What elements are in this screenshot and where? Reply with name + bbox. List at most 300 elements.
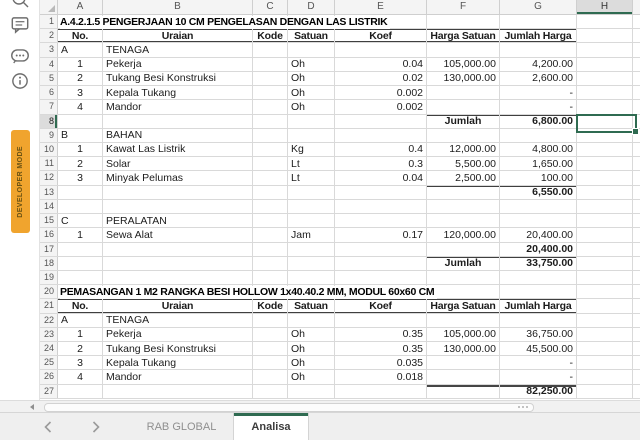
cell-partial-13 [633, 186, 640, 199]
sheet-row [40, 143, 640, 157]
cell-E2[interactable]: Koef [335, 29, 427, 42]
cell-F3[interactable] [427, 43, 500, 56]
grid-body [40, 15, 640, 399]
sheet-row [40, 72, 640, 86]
cell-D17[interactable] [288, 243, 335, 256]
cell-D12[interactable]: Lt [288, 171, 335, 184]
section-title: A.4.2.1.5 PENGERJAAN 10 CM PENGELASAN DENGAN LAS LISTRIK [60, 16, 390, 29]
cell-G1[interactable] [500, 15, 577, 28]
cell-D10[interactable]: Kg [288, 143, 335, 156]
cell-C25[interactable] [253, 356, 288, 369]
cell-H16[interactable] [577, 228, 633, 241]
cell-partial-5 [633, 72, 640, 85]
cell-C16[interactable] [253, 228, 288, 241]
scroll-left-icon[interactable] [30, 404, 34, 410]
cell-B27[interactable] [103, 385, 253, 398]
cell-D4[interactable]: Oh [288, 58, 335, 71]
cell-C24[interactable] [253, 342, 288, 355]
developer-mode-banner [11, 130, 30, 233]
cell-F8[interactable]: Jumlah [427, 115, 500, 128]
cell-C13[interactable] [253, 186, 288, 199]
cell-partial-14 [633, 200, 640, 213]
sheet-row [40, 285, 640, 299]
cell-F23[interactable]: 105,000.00 [427, 328, 500, 341]
cell-B16[interactable]: Sewa Alat [103, 228, 253, 241]
cell-A5[interactable]: 2 [58, 72, 103, 85]
column-header-G[interactable]: G [500, 0, 577, 15]
cell-H4[interactable] [577, 58, 633, 71]
cell-D26[interactable]: Oh [288, 370, 335, 383]
cell-E7[interactable]: 0.002 [335, 100, 427, 113]
section-title: PEMASANGAN 1 M2 RANGKA BESI HOLLOW 1x40.40.2 MM, MODUL 60x60 CM [60, 286, 437, 299]
column-header-B[interactable]: B [103, 0, 253, 15]
cell-H21[interactable] [577, 299, 633, 312]
cell-A23[interactable]: 1 [58, 328, 103, 341]
cell-F18[interactable]: Jumlah [427, 257, 500, 270]
row-header-20[interactable]: 20 [40, 285, 58, 298]
sheet-row [40, 214, 640, 228]
cell-A18[interactable] [58, 257, 103, 270]
chevron-left-icon [44, 421, 52, 433]
cell-H1[interactable] [577, 15, 633, 28]
cell-F22[interactable] [427, 314, 500, 327]
cell-H24[interactable] [577, 342, 633, 355]
cell-B22[interactable]: TENAGA [103, 314, 253, 327]
cell-G16[interactable]: 20,400.00 [500, 228, 577, 241]
cell-G9[interactable] [500, 129, 577, 142]
cell-C7[interactable] [253, 100, 288, 113]
chat-icon[interactable] [9, 45, 31, 67]
cell-D3[interactable] [288, 43, 335, 56]
cell-H12[interactable] [577, 171, 633, 184]
cell-C14[interactable] [253, 200, 288, 213]
row-header-6[interactable]: 6 [40, 86, 58, 99]
cell-G14[interactable] [500, 200, 577, 213]
cell-partial-27 [633, 385, 640, 398]
sheet-tab-rab-global[interactable]: RAB GLOBAL [146, 420, 217, 433]
cell-E10[interactable]: 0.4 [335, 143, 427, 156]
cell-B24[interactable]: Tukang Besi Konstruksi [103, 342, 253, 355]
cell-G7[interactable]: - [500, 100, 577, 113]
sheet-row [40, 58, 640, 72]
row-header-13[interactable]: 13 [40, 186, 58, 199]
cell-G17[interactable]: 20,400.00 [500, 243, 577, 256]
horizontal-scrollbar[interactable] [0, 400, 640, 412]
column-header-F[interactable]: F [427, 0, 500, 15]
cell-C19[interactable] [253, 271, 288, 284]
cell-E13[interactable] [335, 186, 427, 199]
sheet-tab-analisa[interactable]: Analisa [233, 413, 309, 440]
cell-E9[interactable] [335, 129, 427, 142]
cell-A15[interactable]: C [58, 214, 103, 227]
cell-C6[interactable] [253, 86, 288, 99]
sheet-row [40, 171, 640, 185]
cell-C27[interactable] [253, 385, 288, 398]
cell-D15[interactable] [288, 214, 335, 227]
cell-G8[interactable]: 6,800.00 [500, 115, 577, 128]
cell-E14[interactable] [335, 200, 427, 213]
cell-G10[interactable]: 4,800.00 [500, 143, 577, 156]
cell-F2[interactable]: Harga Satuan [427, 29, 500, 42]
cell-B10[interactable]: Kawat Las Listrik [103, 143, 253, 156]
cell-B21[interactable]: Uraian [103, 299, 253, 312]
cell-E16[interactable]: 0.17 [335, 228, 427, 241]
cell-partial-10 [633, 143, 640, 156]
cell-D7[interactable]: Oh [288, 100, 335, 113]
cell-B8[interactable] [103, 115, 253, 128]
sheet-row [40, 100, 640, 114]
cell-F16[interactable]: 120,000.00 [427, 228, 500, 241]
cell-F26[interactable] [427, 370, 500, 383]
cell-B11[interactable]: Solar [103, 157, 253, 170]
cell-A6[interactable]: 3 [58, 86, 103, 99]
cell-D8[interactable] [288, 115, 335, 128]
cell-H26[interactable] [577, 370, 633, 383]
sheet-row [40, 257, 640, 271]
row-header-2[interactable]: 2 [40, 29, 58, 42]
cell-E22[interactable] [335, 314, 427, 327]
cell-D6[interactable]: Oh [288, 86, 335, 99]
info-icon[interactable] [9, 70, 31, 92]
cell-E27[interactable] [335, 385, 427, 398]
cell-A4[interactable]: 1 [58, 58, 103, 71]
cell-G25[interactable]: - [500, 356, 577, 369]
cell-A27[interactable] [58, 385, 103, 398]
next-sheet-button[interactable] [84, 413, 108, 440]
cell-partial-18 [633, 257, 640, 270]
cell-H20[interactable] [577, 285, 633, 298]
cell-A21[interactable]: No. [58, 299, 103, 312]
cell-partial-7 [633, 100, 640, 113]
row-header-9[interactable]: 9 [40, 129, 58, 142]
cell-G2[interactable]: Jumlah Harga [500, 29, 577, 42]
cell-G27[interactable]: 82,250.00 [500, 385, 577, 398]
cell-F17[interactable] [427, 243, 500, 256]
row-header-10[interactable]: 10 [40, 143, 58, 156]
sheet-row [40, 385, 640, 399]
cell-partial-8 [633, 115, 640, 128]
cell-A12[interactable]: 3 [58, 171, 103, 184]
cell-G5[interactable]: 2,600.00 [500, 72, 577, 85]
cell-A9[interactable]: B [58, 129, 103, 142]
row-header-26[interactable]: 26 [40, 370, 58, 383]
cell-A19[interactable] [58, 271, 103, 284]
cell-D18[interactable] [288, 257, 335, 270]
cell-H25[interactable] [577, 356, 633, 369]
cell-D25[interactable]: Oh [288, 356, 335, 369]
cell-E6[interactable]: 0.002 [335, 86, 427, 99]
cell-G19[interactable] [500, 271, 577, 284]
cell-E12[interactable]: 0.04 [335, 171, 427, 184]
cell-B14[interactable] [103, 200, 253, 213]
cell-E18[interactable] [335, 257, 427, 270]
cell-A10[interactable]: 1 [58, 143, 103, 156]
cell-C11[interactable] [253, 157, 288, 170]
cell-D21[interactable]: Satuan [288, 299, 335, 312]
cell-D9[interactable] [288, 129, 335, 142]
cell-G18[interactable]: 33,750.00 [500, 257, 577, 270]
cell-C17[interactable] [253, 243, 288, 256]
cell-E26[interactable]: 0.018 [335, 370, 427, 383]
cell-G4[interactable]: 4,200.00 [500, 58, 577, 71]
prev-sheet-button[interactable] [36, 413, 60, 440]
cell-A3[interactable]: A [58, 43, 103, 56]
cell-C8[interactable] [253, 115, 288, 128]
cell-partial-6 [633, 86, 640, 99]
cell-F15[interactable] [427, 214, 500, 227]
search-icon-glyph [9, 0, 31, 10]
cell-F25[interactable] [427, 356, 500, 369]
cell-partial-1 [633, 15, 640, 28]
cell-B18[interactable] [103, 257, 253, 270]
cell-F7[interactable] [427, 100, 500, 113]
sheet-row [40, 43, 640, 57]
cell-B26[interactable]: Mandor [103, 370, 253, 383]
cell-H10[interactable] [577, 143, 633, 156]
cell-F20[interactable] [427, 285, 500, 298]
cell-B3[interactable]: TENAGA [103, 43, 253, 56]
column-header-D[interactable]: D [288, 0, 335, 15]
cell-F9[interactable] [427, 129, 500, 142]
column-header-H[interactable]: H [577, 0, 633, 15]
cell-C9[interactable] [253, 129, 288, 142]
cell-G22[interactable] [500, 314, 577, 327]
cell-C15[interactable] [253, 214, 288, 227]
row-header-8[interactable]: 8 [40, 115, 58, 128]
row-header-14[interactable]: 14 [40, 200, 58, 213]
cell-B2[interactable]: Uraian [103, 29, 253, 42]
comments-icon[interactable] [9, 14, 31, 36]
sheet-row [40, 228, 640, 242]
row-header-17[interactable]: 17 [40, 243, 58, 256]
cell-H19[interactable] [577, 271, 633, 284]
cell-A26[interactable]: 4 [58, 370, 103, 383]
cell-H14[interactable] [577, 200, 633, 213]
cell-H17[interactable] [577, 243, 633, 256]
cell-F13[interactable] [427, 186, 500, 199]
cell-F14[interactable] [427, 200, 500, 213]
cell-C10[interactable] [253, 143, 288, 156]
cell-partial-16 [633, 228, 640, 241]
cell-A11[interactable]: 2 [58, 157, 103, 170]
cell-E24[interactable]: 0.35 [335, 342, 427, 355]
sheet-row [40, 129, 640, 143]
cell-C4[interactable] [253, 58, 288, 71]
cell-B13[interactable] [103, 186, 253, 199]
cell-A22[interactable]: A [58, 314, 103, 327]
cell-C23[interactable] [253, 328, 288, 341]
cell-C26[interactable] [253, 370, 288, 383]
cell-F1[interactable] [427, 15, 500, 28]
row-header-25[interactable]: 25 [40, 356, 58, 369]
cell-partial-26 [633, 370, 640, 383]
cell-G23[interactable]: 36,750.00 [500, 328, 577, 341]
cell-D16[interactable]: Jam [288, 228, 335, 241]
cell-D14[interactable] [288, 200, 335, 213]
row-header-7[interactable]: 7 [40, 100, 58, 113]
cell-B5[interactable]: Tukang Besi Konstruksi [103, 72, 253, 85]
cell-H3[interactable] [577, 43, 633, 56]
cell-G21[interactable]: Jumlah Harga [500, 299, 577, 312]
sheet-tab-bar [0, 412, 640, 440]
sheet-row [40, 29, 640, 43]
cell-H11[interactable] [577, 157, 633, 170]
cell-B6[interactable]: Kepala Tukang [103, 86, 253, 99]
left-panel [0, 0, 40, 400]
cell-E3[interactable] [335, 43, 427, 56]
cell-F6[interactable] [427, 86, 500, 99]
cell-D11[interactable]: Lt [288, 157, 335, 170]
cell-G20[interactable] [500, 285, 577, 298]
cell-D27[interactable] [288, 385, 335, 398]
search-icon[interactable] [9, 0, 31, 10]
cell-C2[interactable]: Kode [253, 29, 288, 42]
horizontal-scrollbar-thumb[interactable] [44, 403, 534, 412]
cell-A8[interactable] [58, 115, 103, 128]
row-header-4[interactable]: 4 [40, 58, 58, 71]
sheet-row [40, 200, 640, 214]
cell-B23[interactable]: Pekerja [103, 328, 253, 341]
cell-B19[interactable] [103, 271, 253, 284]
column-header-C[interactable]: C [253, 0, 288, 15]
cell-B25[interactable]: Kepala Tukang [103, 356, 253, 369]
cell-A25[interactable]: 3 [58, 356, 103, 369]
cell-partial-3 [633, 43, 640, 56]
cell-D13[interactable] [288, 186, 335, 199]
cell-A24[interactable]: 2 [58, 342, 103, 355]
scrollbar-grip-icon [518, 406, 528, 408]
cell-B7[interactable]: Mandor [103, 100, 253, 113]
cell-E15[interactable] [335, 214, 427, 227]
cell-H8[interactable] [577, 115, 633, 128]
cell-F27[interactable] [427, 385, 500, 398]
cell-D23[interactable]: Oh [288, 328, 335, 341]
cell-A17[interactable] [58, 243, 103, 256]
row-header-27[interactable]: 27 [40, 385, 58, 398]
row-header-23[interactable]: 23 [40, 328, 58, 341]
cell-H23[interactable] [577, 328, 633, 341]
cell-C21[interactable]: Kode [253, 299, 288, 312]
chevron-right-icon [92, 421, 100, 433]
cell-E17[interactable] [335, 243, 427, 256]
cell-G15[interactable] [500, 214, 577, 227]
row-header-24[interactable]: 24 [40, 342, 58, 355]
cell-H27[interactable] [577, 385, 633, 398]
cell-G13[interactable]: 6,550.00 [500, 186, 577, 199]
sheet-row [40, 243, 640, 257]
cell-H9[interactable] [577, 129, 633, 142]
row-header-21[interactable]: 21 [40, 299, 58, 312]
row-header-19[interactable]: 19 [40, 271, 58, 284]
row-header-16[interactable]: 16 [40, 228, 58, 241]
row-header-1[interactable]: 1 [40, 15, 58, 28]
cell-H2[interactable] [577, 29, 633, 42]
cell-F12[interactable]: 2,500.00 [427, 171, 500, 184]
sheet-row [40, 328, 640, 342]
cell-A14[interactable] [58, 200, 103, 213]
cell-E21[interactable]: Koef [335, 299, 427, 312]
cell-C5[interactable] [253, 72, 288, 85]
cell-G11[interactable]: 1,650.00 [500, 157, 577, 170]
developer-mode-label: DEVELOPER MODE [17, 145, 24, 218]
cell-H7[interactable] [577, 100, 633, 113]
cell-F24[interactable]: 130,000.00 [427, 342, 500, 355]
row-header-11[interactable]: 11 [40, 157, 58, 170]
cell-F21[interactable]: Harga Satuan [427, 299, 500, 312]
cell-partial-24 [633, 342, 640, 355]
row-header-18[interactable]: 18 [40, 257, 58, 270]
cell-D22[interactable] [288, 314, 335, 327]
cell-F11[interactable]: 5,500.00 [427, 157, 500, 170]
sheet-row [40, 342, 640, 356]
cell-A16[interactable]: 1 [58, 228, 103, 241]
column-header-A[interactable]: A [58, 0, 103, 15]
cell-G24[interactable]: 45,500.00 [500, 342, 577, 355]
cell-F4[interactable]: 105,000.00 [427, 58, 500, 71]
cell-G3[interactable] [500, 43, 577, 56]
cell-E23[interactable]: 0.35 [335, 328, 427, 341]
cell-C22[interactable] [253, 314, 288, 327]
cell-F19[interactable] [427, 271, 500, 284]
cell-H5[interactable] [577, 72, 633, 85]
cell-C3[interactable] [253, 43, 288, 56]
cell-C12[interactable] [253, 171, 288, 184]
cell-C18[interactable] [253, 257, 288, 270]
cell-partial-25 [633, 356, 640, 369]
cell-B9[interactable]: BAHAN [103, 129, 253, 142]
cell-B15[interactable]: PERALATAN [103, 214, 253, 227]
cell-partial-19 [633, 271, 640, 284]
cell-D24[interactable]: Oh [288, 342, 335, 355]
cell-G26[interactable]: - [500, 370, 577, 383]
cell-G6[interactable]: - [500, 86, 577, 99]
row-header-22[interactable]: 22 [40, 314, 58, 327]
cell-H15[interactable] [577, 214, 633, 227]
cell-E4[interactable]: 0.04 [335, 58, 427, 71]
sheet-row [40, 271, 640, 285]
cell-B12[interactable]: Minyak Pelumas [103, 171, 253, 184]
cell-B17[interactable] [103, 243, 253, 256]
cell-B4[interactable]: Pekerja [103, 58, 253, 71]
cell-E8[interactable] [335, 115, 427, 128]
cell-H6[interactable] [577, 86, 633, 99]
cell-D2[interactable]: Satuan [288, 29, 335, 42]
cell-F10[interactable]: 12,000.00 [427, 143, 500, 156]
row-header-3[interactable]: 3 [40, 43, 58, 56]
cell-A7[interactable]: 4 [58, 100, 103, 113]
column-header-E[interactable]: E [335, 0, 427, 15]
cell-A13[interactable] [58, 186, 103, 199]
cell-E5[interactable]: 0.02 [335, 72, 427, 85]
row-header-12[interactable]: 12 [40, 171, 58, 184]
cell-F5[interactable]: 130,000.00 [427, 72, 500, 85]
select-all-corner[interactable] [40, 0, 58, 15]
row-header-5[interactable]: 5 [40, 72, 58, 85]
cell-E11[interactable]: 0.3 [335, 157, 427, 170]
row-header-15[interactable]: 15 [40, 214, 58, 227]
cell-D5[interactable]: Oh [288, 72, 335, 85]
cell-H18[interactable] [577, 257, 633, 270]
cell-partial-22 [633, 314, 640, 327]
cell-G12[interactable]: 100.00 [500, 171, 577, 184]
cell-A2[interactable]: No. [58, 29, 103, 42]
cell-partial-12 [633, 171, 640, 184]
cell-H13[interactable] [577, 186, 633, 199]
cell-H22[interactable] [577, 314, 633, 327]
cell-E25[interactable]: 0.035 [335, 356, 427, 369]
cell-D19[interactable] [288, 271, 335, 284]
cell-E19[interactable] [335, 271, 427, 284]
